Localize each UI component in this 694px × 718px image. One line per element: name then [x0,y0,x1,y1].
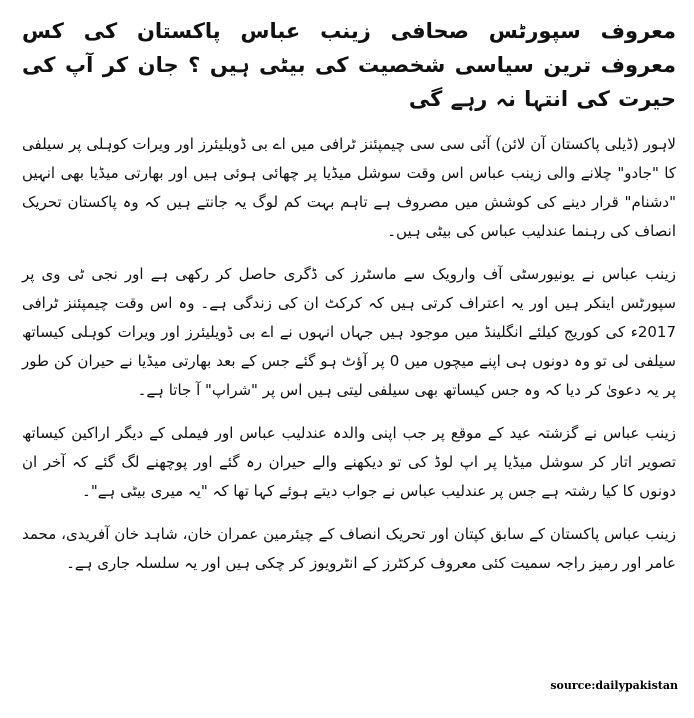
article-paragraph: زینب عباس نے یونیورسٹی آف وارویک سے ماسٹرز کی ڈگری حاصل کر رکھی ہے اور نجی ٹی وی پر سپورٹس اینکر ہیں اور یہ اعتراف کرتی ہیں کہ کرکٹ ان کی زندگی ہے۔ وہ اس وقت چیمپئنز ٹرافی 2017ء کی کوریج کیلئے انگلینڈ میں موجود ہیں جہاں انہوں نے اے بی ڈویلیئرز اور ویرات کوہلی کیساتھ سیلفی لی تو وہ دونوں ہی اپنے میچوں میں 0 پر آؤٹ ہو گئے جس کے بعد بھارتی میڈیا نے حیران کن طور پر یہ دعویٰ کر دیا کہ وہ جس کیساتھ بھی سیلفی لیتی ہیں اس پر "شراپ" آ جاتا ہے۔ [22,265,676,399]
article-paragraph: زینب عباس پاکستان کے سابق کپتان اور تحریک انصاف کے چیئرمین عمران خان، شاہد خان آفریدی، محمد عامر اور رمیز راجہ سمیت کئی معروف کرکٹرز کے انٹرویوز کر چکی ہیں اور یہ سلسلہ جاری ہے۔ [22,525,676,572]
article-title: معروف سپورٹس صحافی زینب عباس پاکستان کی کس معروف ترین سیاسی شخصیت کی بیٹی ہیں ؟ جان کر آپ کی حیرت کی انتہا نہ رہے گی [22,19,676,111]
article-paragraph: لاہور (ڈیلی پاکستان آن لائن) آئی سی سی چیمپئنز ٹرافی میں اے بی ڈویلیئرز اور ویرات کوہلی پر سیلفی کا "جادو" چلانے والی زینب عباس اس وقت سوشل میڈیا پر چھائی ہوئی ہیں اور بھارتی میڈیا بھی انہیں "دشنام" قرار دینے کی کوشش میں مصروف ہے تاہم بہت کم لوگ یہ جانتے ہیں کہ وہ پاکستان تحریک انصاف کی رہنما عندلیب عباس کی بیٹی ہیں۔ [22,135,676,240]
source-credit: source:dailypakistan [550,679,678,692]
article-paragraph: زینب عباس نے گزشتہ عید کے موقع پر جب اپنی والدہ عندلیب عباس اور فیملی کے دیگر اراکین کیساتھ تصویر اتار کر سوشل میڈیا پر اپ لوڈ کی تو دیکھنے والے حیران رہ گئے اور پوچھنے لگ گئے کہ آخر ان دونوں کا کیا رشتہ ہے جس پر عندلیب عباس نے جواب دیتے ہوئے کہا تھا کہ "یہ میری بیٹی ہے"۔ [22,424,676,500]
